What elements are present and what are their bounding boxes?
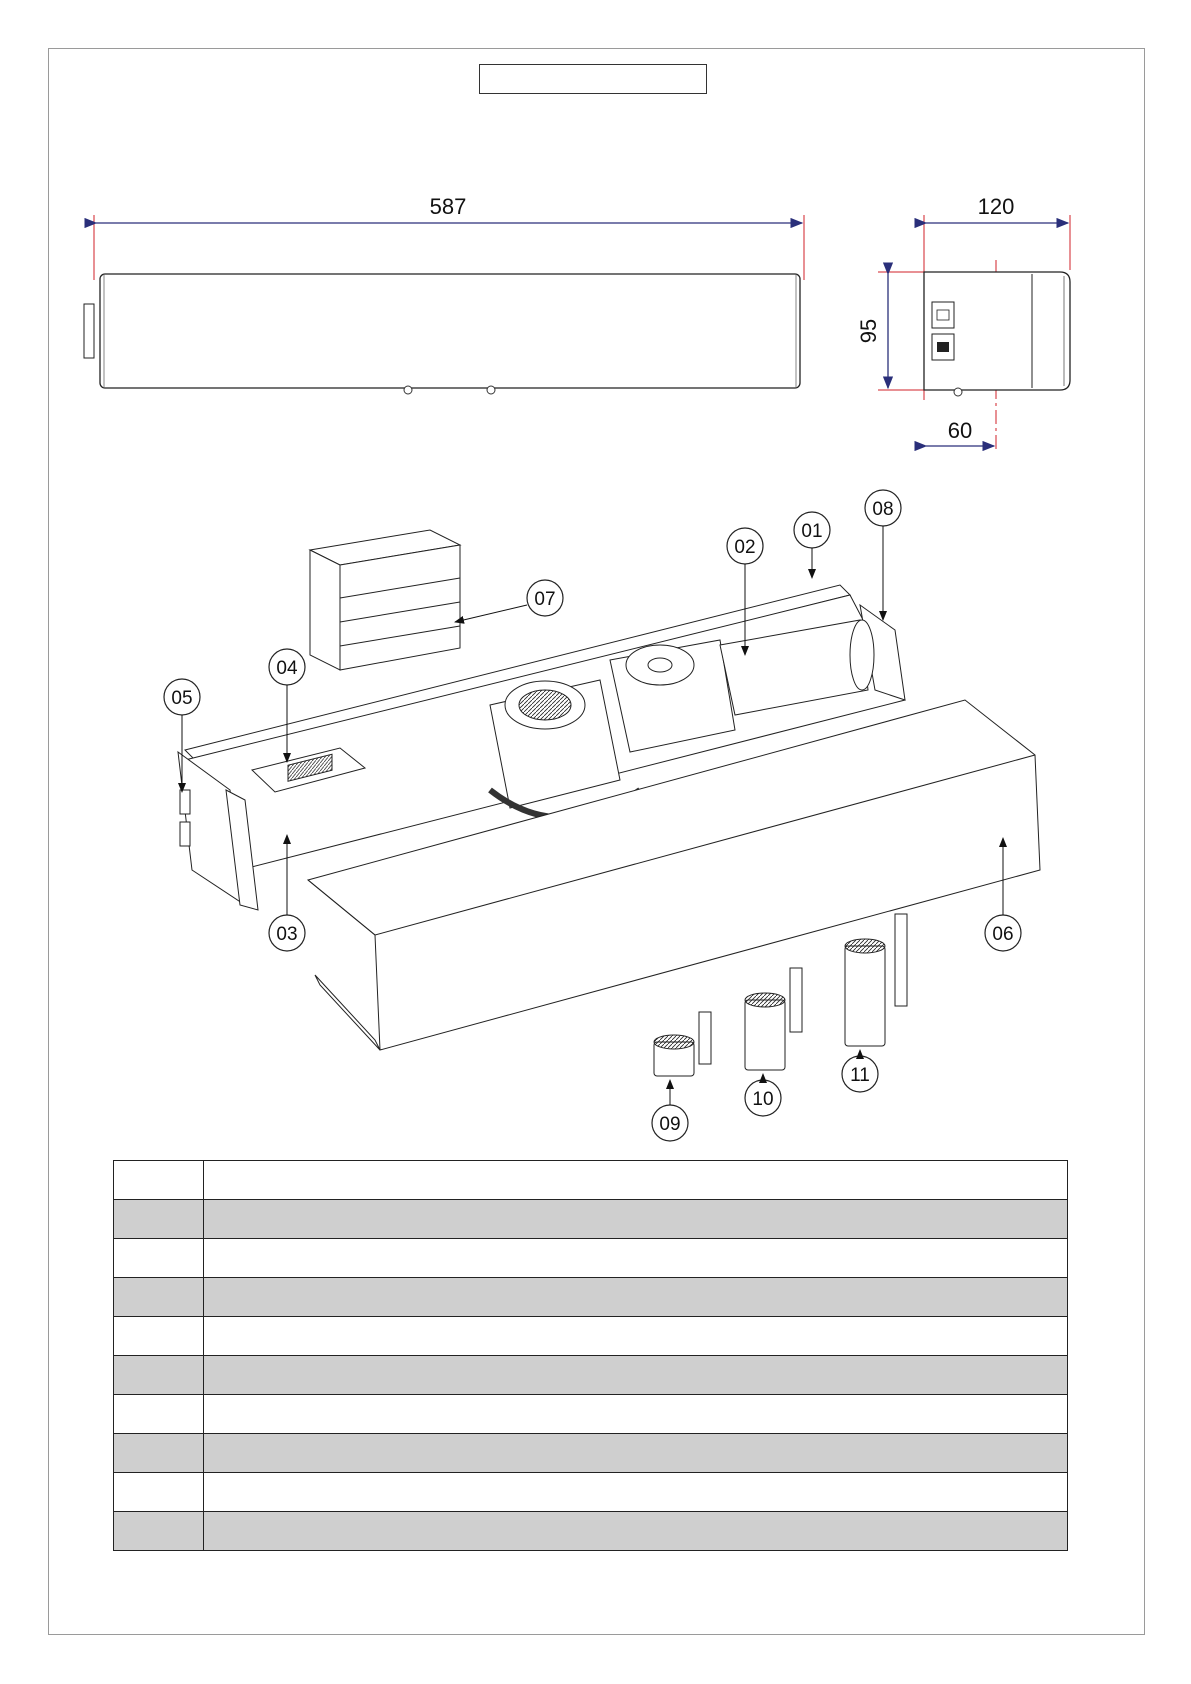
svg-text:09: 09 [659, 1114, 681, 1135]
part-description-cell [204, 1512, 1068, 1551]
callout-08 [865, 490, 901, 620]
housing-front [100, 274, 800, 388]
part-code-cell [114, 1356, 204, 1395]
part-code-cell [114, 1161, 204, 1200]
part-code-cell [114, 1512, 204, 1551]
side-view [856, 194, 1070, 450]
svg-text:02: 02 [734, 537, 756, 558]
callout-11 [842, 1050, 878, 1092]
svg-text:10: 10 [752, 1089, 774, 1110]
part-description-cell [204, 1278, 1068, 1317]
part-description-cell [204, 1317, 1068, 1356]
svg-text:08: 08 [872, 499, 894, 520]
table-row [114, 1200, 1068, 1239]
table-row [114, 1278, 1068, 1317]
table-row [114, 1317, 1068, 1356]
table-row [114, 1434, 1068, 1473]
part-description-cell [204, 1356, 1068, 1395]
part-code-cell [114, 1473, 204, 1512]
width-dimension: 120 [977, 194, 1015, 219]
callout-07 [455, 580, 563, 622]
part-code-cell [114, 1278, 204, 1317]
part-code-cell [114, 1434, 204, 1473]
part-description-cell [204, 1161, 1068, 1200]
table-row [114, 1161, 1068, 1200]
svg-text:11: 11 [850, 1065, 870, 1086]
parts-table [113, 1160, 1068, 1551]
half-width-dimension: 60 [947, 418, 973, 443]
svg-text:01: 01 [801, 521, 823, 542]
length-dimension: 587 [429, 194, 467, 219]
table-row [114, 1473, 1068, 1512]
part-code-cell [114, 1395, 204, 1434]
part-description-cell [204, 1473, 1068, 1512]
part-code-cell [114, 1317, 204, 1356]
part-description-cell [204, 1434, 1068, 1473]
part-code-cell [114, 1239, 204, 1278]
table-row [114, 1356, 1068, 1395]
callout-01 [794, 512, 830, 578]
svg-text:06: 06 [992, 924, 1014, 945]
callout-09 [652, 1080, 688, 1141]
exploded-view [178, 530, 1040, 1076]
table-row [114, 1395, 1068, 1434]
table-row [114, 1239, 1068, 1278]
svg-text:07: 07 [534, 589, 556, 610]
height-dimension: 95 [856, 318, 881, 344]
part-description-cell [204, 1395, 1068, 1434]
svg-text:03: 03 [276, 924, 298, 945]
front-view [84, 194, 804, 394]
part-code-cell [114, 1200, 204, 1239]
svg-text:05: 05 [171, 688, 193, 709]
part-description-cell [204, 1200, 1068, 1239]
svg-text:04: 04 [276, 658, 298, 679]
part-description-cell [204, 1239, 1068, 1278]
callout-10 [745, 1074, 781, 1116]
table-row [114, 1512, 1068, 1551]
